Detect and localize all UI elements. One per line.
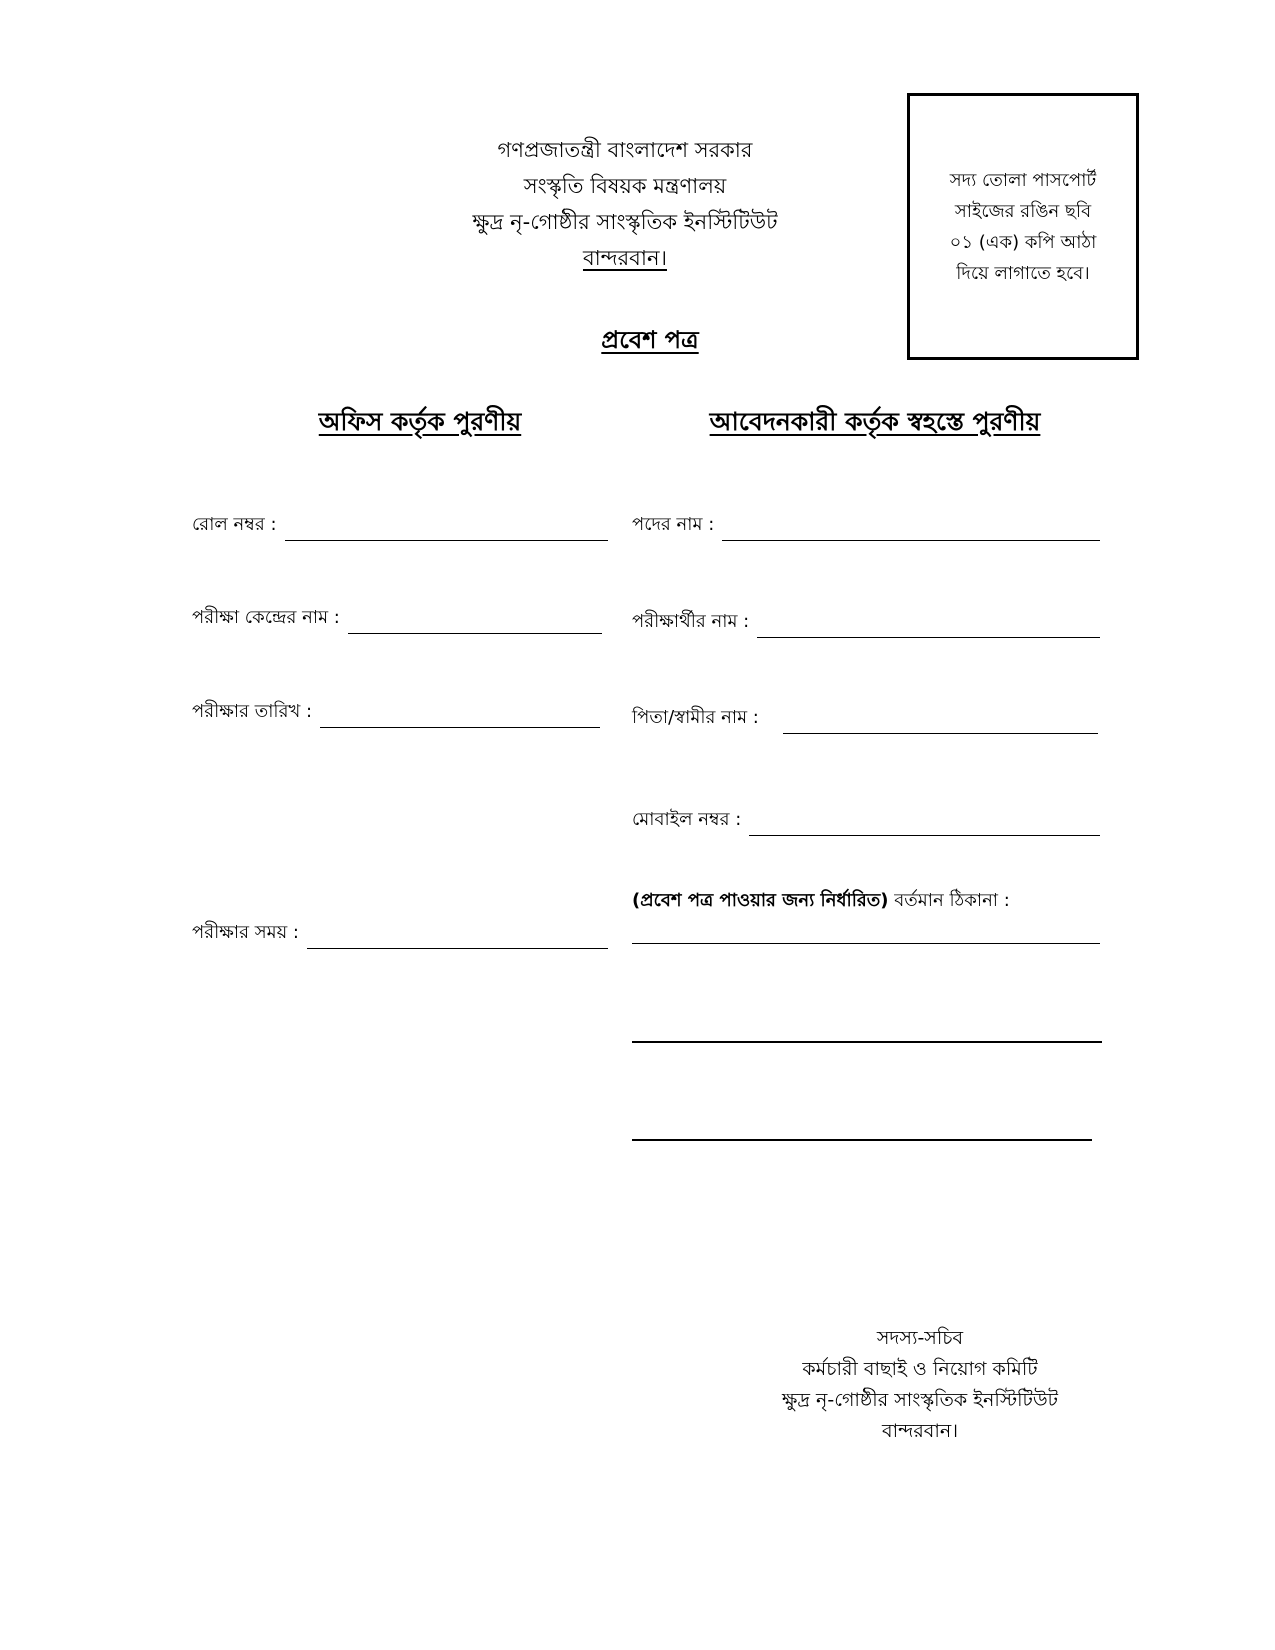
- candidate-name-blank[interactable]: [757, 617, 1100, 638]
- post-name-blank[interactable]: [722, 520, 1100, 541]
- exam-time-label: পরীক্ষার সময় :: [192, 922, 299, 943]
- mobile-number-blank[interactable]: [749, 815, 1100, 836]
- exam-time-field: [192, 918, 608, 949]
- father-husband-name-blank[interactable]: [783, 713, 1098, 734]
- signature-committee: কর্মচারী বাছাই ও নিয়োগ কমিটি: [802, 1358, 1038, 1380]
- father-husband-name-label: পিতা/স্বামীর নাম :: [632, 707, 759, 728]
- post-name-label: পদের নাম :: [632, 514, 715, 535]
- roll-number-field: [192, 510, 608, 541]
- address-line-3[interactable]: [632, 1139, 1092, 1141]
- exam-time-blank[interactable]: [307, 928, 608, 949]
- office-section-heading: অফিস কর্তৃক পুরণীয়: [318, 407, 522, 436]
- address-note: (প্রবেশ পত্র পাওয়ার জন্য নির্ধারিত): [632, 890, 889, 911]
- signature-institute: ক্ষুদ্র নৃ-গোষ্ঠীর সাংস্কৃতিক ইনস্টিটিউট: [781, 1389, 1059, 1411]
- photo-box: [907, 93, 1139, 360]
- exam-center-field: [192, 603, 602, 634]
- signature-designation: সদস্য-সচিব: [876, 1327, 964, 1349]
- signature-block: [740, 1323, 1100, 1447]
- photo-instruction-line2: সাইজের রঙিন ছবি: [954, 200, 1092, 222]
- photo-instruction-line1: সদ্য তোলা পাসপোর্ট: [949, 169, 1097, 191]
- roll-number-label: রোল নম্বর :: [192, 514, 277, 535]
- photo-instruction-line4: দিয়ে লাগাতে হবে।: [956, 262, 1090, 284]
- page-title: প্রবেশ পত্র: [601, 326, 699, 354]
- exam-center-label: পরীক্ষা কেন্দ্রের নাম :: [192, 607, 340, 628]
- header-block: [440, 132, 810, 276]
- mobile-number-label: মোবাইল নম্বর :: [632, 809, 742, 830]
- applicant-section-heading: আবেদনকারী কর্তৃক স্বহস্তে পুরণীয়: [709, 407, 1041, 436]
- exam-date-blank[interactable]: [320, 707, 600, 728]
- candidate-name-label: পরীক্ষার্থীর নাম :: [632, 611, 750, 632]
- address-line-2[interactable]: [632, 1041, 1102, 1043]
- address-label: বর্তমান ঠিকানা :: [894, 890, 1010, 911]
- father-husband-name-field: [632, 703, 1098, 734]
- header-institute: ক্ষুদ্র নৃ-গোষ্ঠীর সাংস্কৃতিক ইনস্টিটিউট: [472, 210, 778, 234]
- exam-date-label: পরীক্ষার তারিখ :: [192, 701, 313, 722]
- signature-location: বান্দরবান।: [882, 1420, 958, 1442]
- header-government: গণপ্রজাতন্ত্রী বাংলাদেশ সরকার: [497, 138, 753, 162]
- header-location: বান্দরবান।: [582, 246, 667, 270]
- mobile-number-field: [632, 805, 1100, 836]
- photo-instruction-line3: ০১ (এক) কপি আঠা: [949, 231, 1097, 253]
- exam-center-blank[interactable]: [348, 613, 602, 634]
- address-field-label: [632, 886, 1010, 917]
- post-name-field: [632, 510, 1100, 541]
- exam-date-field: [192, 697, 600, 728]
- address-line-1[interactable]: [632, 943, 1100, 944]
- roll-number-blank[interactable]: [285, 520, 608, 541]
- header-ministry: সংস্কৃতি বিষয়ক মন্ত্রণালয়: [523, 174, 727, 198]
- candidate-name-field: [632, 607, 1100, 638]
